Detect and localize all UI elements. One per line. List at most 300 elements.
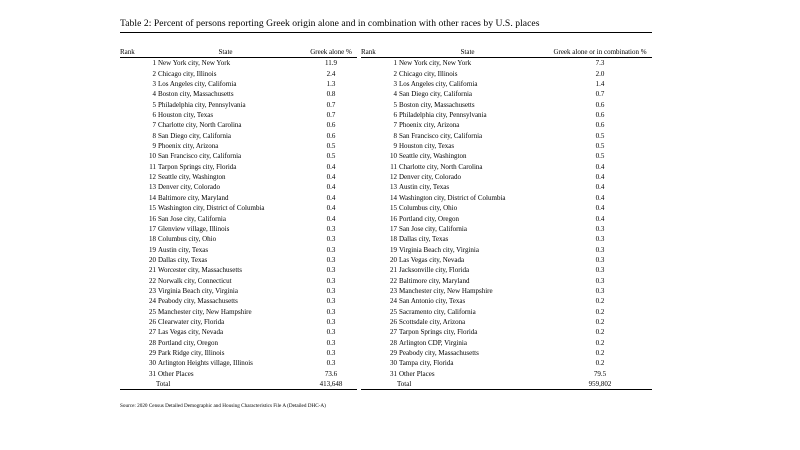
- value-cell: 0.3: [595, 224, 605, 233]
- header-row: [120, 47, 357, 58]
- rank-number: 15: [149, 204, 156, 213]
- place-name: Dallas city, Texas: [158, 255, 208, 264]
- table-row: [361, 89, 652, 99]
- rank-number: 30: [149, 359, 156, 368]
- rank-number: 8: [393, 131, 397, 140]
- value-cell: 73.6: [324, 369, 338, 378]
- value-cell: 0.6: [326, 131, 336, 140]
- place-cell: [146, 307, 305, 317]
- rank-cell: [361, 69, 387, 79]
- place-name: Seattle city, Washington: [158, 173, 226, 182]
- table-title: Table 2: Percent of persons reporting Greek origin alone and in combination with other races by U.S. places: [120, 18, 540, 29]
- value-cell: 0.3: [326, 297, 336, 306]
- place-name: Other Places: [158, 369, 194, 378]
- place-cell: [146, 69, 305, 79]
- rank-number: 19: [149, 245, 156, 254]
- rank-cell: [361, 172, 387, 182]
- place-name: Park Ridge city, Illinois: [158, 348, 225, 357]
- rank-number: 26: [390, 317, 397, 326]
- place-cell: [387, 58, 548, 69]
- place-cell: [387, 224, 548, 234]
- place-name: Columbus city, Ohio: [158, 235, 217, 244]
- place-cell: [387, 327, 548, 337]
- place-name: San Antonio city, Texas: [399, 297, 466, 306]
- rank-number: 27: [149, 328, 156, 337]
- place-name: Peabody city, Massachusetts: [399, 348, 479, 357]
- table-row: [361, 265, 652, 275]
- value-cell: 1.3: [326, 80, 336, 89]
- value-cell: 2.4: [326, 69, 336, 78]
- place-cell: [387, 265, 548, 275]
- value-cell: 0.3: [595, 286, 605, 295]
- value-cell: 0.2: [595, 317, 605, 326]
- place-cell: [387, 234, 548, 244]
- place-cell: [146, 89, 305, 99]
- rank-cell: [120, 276, 146, 286]
- rank-number: 21: [390, 266, 397, 275]
- place-name: Austin city, Texas: [158, 245, 209, 254]
- total-label: [387, 379, 548, 390]
- value-cell: 0.4: [595, 183, 605, 192]
- table-row: [361, 358, 652, 368]
- rank-number: 9: [152, 142, 156, 151]
- table-row: [120, 245, 357, 255]
- rank-cell: [120, 193, 146, 203]
- place-name: Columbus city, Ohio: [399, 204, 458, 213]
- rank-cell: [120, 245, 146, 255]
- value-cell: 0.7: [595, 90, 605, 99]
- place-cell: [146, 182, 305, 192]
- value-cell: 0.3: [326, 317, 336, 326]
- place-cell: [146, 338, 305, 348]
- rank-number: 8: [152, 131, 156, 140]
- value-cell: 0.6: [595, 100, 605, 109]
- rank-header: Rank: [361, 47, 387, 58]
- place-cell: [146, 327, 305, 337]
- place-name: Las Vegas city, Nevada: [399, 255, 465, 264]
- place-cell: [146, 245, 305, 255]
- place-cell: [146, 110, 305, 120]
- rank-number: 25: [149, 307, 156, 316]
- table-row: [361, 369, 652, 379]
- place-cell: [387, 348, 548, 358]
- value-cell: 0.3: [595, 276, 605, 285]
- place-name: Los Angeles city, California: [399, 80, 478, 89]
- place-cell: [387, 79, 548, 89]
- place-cell: [146, 234, 305, 244]
- rank-cell: [120, 100, 146, 110]
- rank-number: 28: [390, 338, 397, 347]
- rank-cell: [120, 224, 146, 234]
- value-cell: 0.3: [326, 348, 336, 357]
- place-name: Baltimore city, Maryland: [158, 193, 229, 202]
- rank-number: 14: [149, 193, 156, 202]
- place-name: Seattle city, Washington: [399, 152, 467, 161]
- rank-number: 20: [149, 255, 156, 264]
- table-row: [120, 58, 357, 69]
- place-name: Washington city, District of Columbia: [399, 193, 506, 202]
- table-row: [120, 110, 357, 120]
- rank-cell: [361, 193, 387, 203]
- rank-number: 1: [152, 59, 156, 68]
- table-row: [361, 162, 652, 172]
- place-cell: [146, 193, 305, 203]
- rank-cell: [361, 307, 387, 317]
- rank-number: 15: [390, 204, 397, 213]
- place-cell: [146, 317, 305, 327]
- place-name: Charlotte city, North Carolina: [399, 162, 483, 171]
- place-cell: [146, 151, 305, 161]
- rank-number: 24: [149, 297, 156, 306]
- table-row: [361, 110, 652, 120]
- rank-number: 11: [149, 162, 156, 171]
- value-cell: 0.2: [595, 359, 605, 368]
- rank-cell: [361, 338, 387, 348]
- table-row: [120, 120, 357, 130]
- rank-cell: [361, 255, 387, 265]
- place-name: Tampa city, Florida: [399, 359, 454, 368]
- rank-cell: [120, 214, 146, 224]
- total-value: 959,802: [548, 379, 652, 390]
- value-cell: 0.3: [326, 224, 336, 233]
- place-cell: [146, 162, 305, 172]
- table-row: [120, 100, 357, 110]
- rank-cell: [361, 317, 387, 327]
- place-cell: [146, 214, 305, 224]
- place-cell: [146, 203, 305, 213]
- rank-cell: [361, 234, 387, 244]
- rank-cell: [361, 151, 387, 161]
- value-cell: 79.5: [593, 369, 607, 378]
- value-cell: 0.2: [595, 338, 605, 347]
- rank-cell: [361, 214, 387, 224]
- rank-number: 24: [390, 297, 397, 306]
- place-name: Virginia Beach city, Virginia: [158, 286, 238, 295]
- value-cell: 0.3: [326, 276, 336, 285]
- value-cell: 0.3: [326, 235, 336, 244]
- rank-cell: [120, 110, 146, 120]
- table-row: [361, 224, 652, 234]
- place-cell: [146, 172, 305, 182]
- rank-cell: [361, 203, 387, 213]
- rank-cell: [361, 327, 387, 337]
- place-name: Arlington CDP, Virginia: [399, 338, 467, 347]
- value-cell: 0.5: [595, 142, 605, 151]
- table-row: [120, 172, 357, 182]
- place-cell: [146, 286, 305, 296]
- value-cell: 0.3: [595, 245, 605, 254]
- rank-number: 27: [390, 328, 397, 337]
- place-cell: [146, 120, 305, 130]
- value-cell: 0.8: [326, 90, 336, 99]
- place-cell: [387, 131, 548, 141]
- place-name: Worcester city, Massachusetts: [158, 266, 242, 275]
- place-cell: [146, 141, 305, 151]
- total-label-text: Total: [156, 380, 171, 388]
- table-row: [120, 131, 357, 141]
- rank-number: 19: [390, 245, 397, 254]
- value-cell: 0.4: [326, 183, 336, 192]
- table-row: [361, 182, 652, 192]
- rank-number: 23: [149, 286, 156, 295]
- table-row: [361, 348, 652, 358]
- rank-number: 30: [390, 359, 397, 368]
- table-row: [361, 131, 652, 141]
- table-body: [361, 58, 652, 390]
- rank-cell: [361, 245, 387, 255]
- value-cell: 0.4: [326, 173, 336, 182]
- value-cell: 0.3: [595, 266, 605, 275]
- rank-cell: [361, 265, 387, 275]
- table-row: [361, 317, 652, 327]
- rank-cell: [120, 89, 146, 99]
- rank-number: 4: [152, 90, 156, 99]
- rank-cell: [120, 234, 146, 244]
- table-row: [120, 141, 357, 151]
- header-row: [361, 47, 652, 58]
- place-cell: [387, 255, 548, 265]
- place-cell: [387, 369, 548, 379]
- place-cell: [146, 265, 305, 275]
- place-cell: [387, 214, 548, 224]
- place-name: Denver city, Colorado: [158, 183, 220, 192]
- table-row: [120, 296, 357, 306]
- place-name: Portland city, Oregon: [158, 338, 219, 347]
- place-cell: [146, 296, 305, 306]
- place-name: Chicago city, Illinois: [399, 69, 458, 78]
- place-name: Charlotte city, North Carolina: [158, 121, 242, 130]
- place-cell: [387, 151, 548, 161]
- table-row: [361, 286, 652, 296]
- rank-cell: [120, 182, 146, 192]
- place-cell: [387, 317, 548, 327]
- rank-number: 6: [393, 111, 397, 120]
- state-header: State: [387, 47, 548, 58]
- place-cell: [146, 369, 305, 379]
- place-name: San Jose city, California: [399, 224, 467, 233]
- place-name: Los Angeles city, California: [158, 80, 237, 89]
- place-name: Chicago city, Illinois: [158, 69, 217, 78]
- rank-number: 21: [149, 266, 156, 275]
- value-cell: 0.4: [595, 204, 605, 213]
- rank-number: 17: [390, 224, 397, 233]
- rank-cell: [120, 358, 146, 368]
- place-name: Virginia Beach city, Virginia: [399, 245, 479, 254]
- rank-number: 9: [393, 142, 397, 151]
- place-name: Boston city, Massachusetts: [399, 100, 475, 109]
- value-cell: 2.0: [595, 69, 605, 78]
- value-cell: 1.4: [595, 80, 605, 89]
- greek-alone-table: [120, 47, 357, 390]
- place-cell: [146, 224, 305, 234]
- place-name: Tarpon Springs city, Florida: [158, 162, 237, 171]
- rank-number: 14: [390, 193, 397, 202]
- value-cell: 0.2: [595, 297, 605, 306]
- table-row: [361, 255, 652, 265]
- rank-cell: [120, 327, 146, 337]
- rank-header: Rank: [120, 47, 146, 58]
- value-cell: 0.3: [595, 255, 605, 264]
- table-row: [120, 214, 357, 224]
- place-cell: [387, 245, 548, 255]
- place-cell: [146, 358, 305, 368]
- place-name: Portland city, Oregon: [399, 214, 460, 223]
- place-name: Peabody city, Massachusetts: [158, 297, 238, 306]
- place-cell: [387, 193, 548, 203]
- rank-number: 12: [149, 173, 156, 182]
- total-row: [120, 379, 357, 390]
- total-row: [361, 379, 652, 390]
- rank-number: 5: [393, 100, 397, 109]
- place-cell: [146, 58, 305, 69]
- value-cell: 0.4: [595, 214, 605, 223]
- place-name: Las Vegas city, Nevada: [158, 328, 224, 337]
- table-row: [361, 193, 652, 203]
- table-row: [120, 203, 357, 213]
- place-name: Manchester city, New Hampshire: [158, 307, 252, 316]
- rank-number: 29: [390, 348, 397, 357]
- rank-number: 28: [149, 338, 156, 347]
- table-row: [120, 162, 357, 172]
- place-name: Manchester city, New Hampshire: [399, 286, 493, 295]
- rank-cell: [120, 151, 146, 161]
- table-row: [120, 276, 357, 286]
- place-name: Philadelphia city, Pennsylvania: [158, 100, 246, 109]
- rank-cell: [361, 276, 387, 286]
- rank-number: 2: [393, 69, 397, 78]
- table-row: [120, 234, 357, 244]
- rank-number: 29: [149, 348, 156, 357]
- value-cell: 0.3: [326, 266, 336, 275]
- rank-number: 5: [152, 100, 156, 109]
- rank-cell: [120, 69, 146, 79]
- rank-number: 10: [149, 152, 156, 161]
- rank-cell: [120, 203, 146, 213]
- rank-cell: [361, 286, 387, 296]
- value-header: Greek alone %: [305, 47, 357, 58]
- place-name: San Francisco city, California: [399, 131, 483, 140]
- value-cell: 0.4: [326, 204, 336, 213]
- place-cell: [387, 338, 548, 348]
- rank-cell: [120, 79, 146, 89]
- rank-number: 3: [393, 80, 397, 89]
- table-row: [120, 307, 357, 317]
- place-name: Scottsdale city, Arizona: [399, 317, 466, 326]
- place-name: Arlington Heights village, Illinois: [158, 359, 253, 368]
- table-row: [120, 358, 357, 368]
- table-row: [120, 182, 357, 192]
- rank-cell: [361, 348, 387, 358]
- total-rank-cell: [361, 379, 387, 390]
- value-cell: 0.4: [326, 214, 336, 223]
- place-name: Boston city, Massachusetts: [158, 90, 234, 99]
- table-row: [120, 224, 357, 234]
- title-divider: [120, 32, 652, 33]
- table-row: [120, 317, 357, 327]
- rank-number: 18: [149, 235, 156, 244]
- place-name: New York city, New York: [158, 59, 231, 68]
- place-cell: [146, 100, 305, 110]
- rank-cell: [120, 317, 146, 327]
- place-name: Denver city, Colorado: [399, 173, 461, 182]
- table-row: [120, 265, 357, 275]
- rank-cell: [361, 358, 387, 368]
- table-row: [120, 286, 357, 296]
- rank-cell: [120, 307, 146, 317]
- place-name: Tarpon Springs city, Florida: [399, 328, 478, 337]
- state-header: State: [146, 47, 305, 58]
- place-name: Washington city, District of Columbia: [158, 204, 265, 213]
- value-cell: 7.3: [595, 59, 605, 68]
- place-name: Norwalk city, Connecticut: [158, 276, 232, 285]
- rank-number: 6: [152, 111, 156, 120]
- rank-number: 20: [390, 255, 397, 264]
- place-cell: [387, 172, 548, 182]
- place-name: New York city, New York: [399, 59, 472, 68]
- rank-cell: [120, 120, 146, 130]
- place-cell: [387, 100, 548, 110]
- table-row: [361, 172, 652, 182]
- place-name: San Francisco city, California: [158, 152, 242, 161]
- rank-cell: [120, 265, 146, 275]
- value-cell: 0.5: [595, 152, 605, 161]
- value-cell: 0.5: [326, 152, 336, 161]
- place-name: San Diego city, California: [158, 131, 232, 140]
- rank-number: 2: [152, 69, 156, 78]
- place-name: Phoenix city, Arizona: [158, 142, 219, 151]
- rank-number: 31: [149, 369, 156, 378]
- rank-cell: [120, 58, 146, 69]
- table-row: [361, 276, 652, 286]
- table-row: [120, 193, 357, 203]
- rank-number: 13: [390, 183, 397, 192]
- rank-number: 17: [149, 224, 156, 233]
- source-note: Source: 2020 Census Detailed Demographic and Housing Characteristics File A (Detailed DHC-A): [120, 403, 326, 409]
- total-label-text: Total: [397, 380, 412, 388]
- table-row: [120, 348, 357, 358]
- place-cell: [387, 110, 548, 120]
- rank-cell: [120, 162, 146, 172]
- value-cell: 11.9: [325, 59, 337, 68]
- value-cell: 0.3: [326, 286, 336, 295]
- rank-number: 25: [390, 307, 397, 316]
- total-value: 413,648: [305, 379, 357, 390]
- place-cell: [146, 255, 305, 265]
- rank-cell: [120, 296, 146, 306]
- table-row: [361, 296, 652, 306]
- place-cell: [146, 131, 305, 141]
- rank-number: 13: [149, 183, 156, 192]
- place-cell: [387, 182, 548, 192]
- rank-number: 22: [390, 276, 397, 285]
- rank-number: 11: [390, 162, 397, 171]
- table-row: [361, 338, 652, 348]
- rank-number: 22: [149, 276, 156, 285]
- place-cell: [387, 307, 548, 317]
- place-name: Jacksonville city, Florida: [399, 266, 470, 275]
- place-cell: [387, 141, 548, 151]
- place-name: Philadelphia city, Pennsylvania: [399, 111, 487, 120]
- rank-cell: [120, 348, 146, 358]
- table-row: [361, 58, 652, 69]
- rank-cell: [120, 131, 146, 141]
- table-row: [361, 120, 652, 130]
- place-name: Phoenix city, Arizona: [399, 121, 460, 130]
- table-row: [361, 141, 652, 151]
- rank-number: 26: [149, 317, 156, 326]
- rank-number: 1: [393, 59, 397, 68]
- rank-number: 23: [390, 286, 397, 295]
